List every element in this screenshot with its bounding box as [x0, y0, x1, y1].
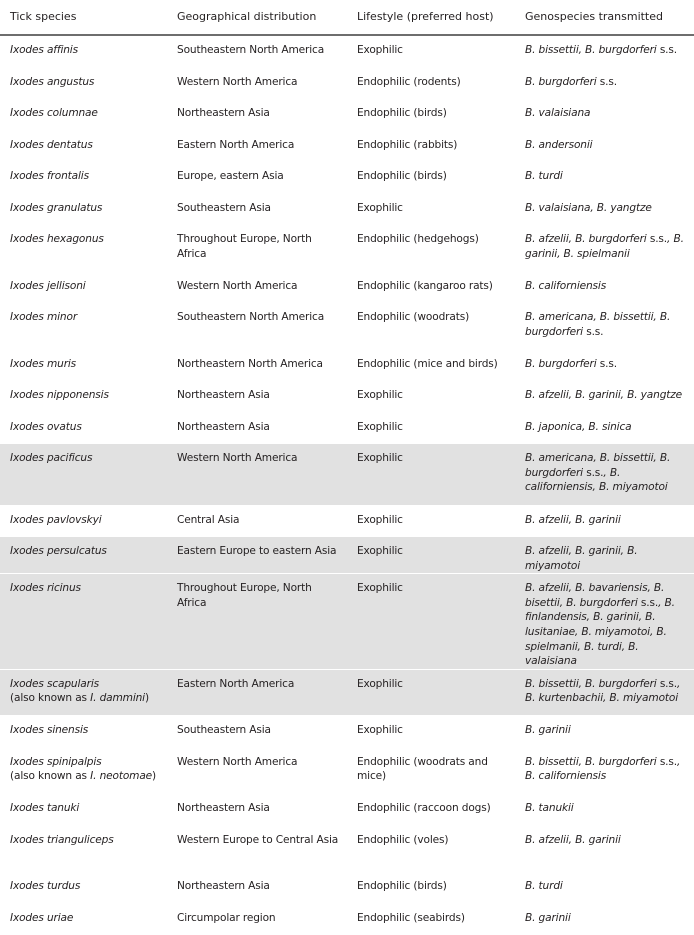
lifestyle-cell: Exophilic	[347, 537, 515, 574]
tick-species-cell	[0, 303, 167, 350]
tick-species-cell	[0, 825, 167, 872]
lifestyle-cell: Exophilic	[357, 420, 403, 433]
species-name: Ixodes pavlovskyi	[10, 513, 102, 526]
genospecies-cell: B. bissettii, B. burgdorferi s.s., B. californiensis	[525, 755, 681, 783]
genospecies-cell: B. afzelii, B. garinii, B. yangtze	[525, 389, 683, 401]
distribution-cell: Eastern Europe to eastern Asia	[167, 537, 347, 574]
table-row	[0, 130, 694, 162]
table-row	[0, 903, 694, 935]
distribution-cell: Southeastern North America	[177, 311, 325, 323]
lifestyle-cell: Endophilic (kangaroo rats)	[357, 279, 493, 292]
species-name: Ixodes hexagonus	[10, 233, 104, 245]
table-row	[0, 794, 694, 826]
lifestyle-cell: Endophilic (seabirds)	[357, 911, 465, 924]
species-synonym-note: (also known as I. neotomae)	[10, 770, 157, 783]
table-row	[0, 349, 694, 381]
distribution-cell: Throughout Europe, North Africa	[177, 233, 312, 260]
table-row	[0, 825, 694, 872]
genospecies-cell: B. americana, B. bissettii, B. burgdorferi s.s.	[525, 311, 671, 338]
table-row	[0, 747, 694, 794]
distribution-cell: Circumpolar region	[177, 911, 276, 924]
distribution-cell: Northeastern Asia	[177, 107, 270, 119]
genospecies-cell: B. turdi	[525, 170, 563, 182]
genospecies-cell: B. tanukii	[525, 802, 574, 815]
species-name: Ixodes angustus	[10, 75, 95, 88]
genospecies-cell: B. burgdorferi s.s.	[525, 357, 617, 370]
genospecies-cell: B. andersonii	[525, 138, 593, 151]
lifestyle-cell: Exophilic	[357, 724, 403, 737]
tick-species-cell	[0, 271, 167, 303]
genospecies-cell: B. bissettii, B. burgdorferi s.s.	[525, 44, 677, 56]
table-row	[0, 505, 694, 537]
species-name: Ixodes minor	[10, 311, 78, 323]
header-geographical-distribution: Geographical distribution	[167, 0, 347, 35]
distribution-cell: Throughout Europe, North Africa	[167, 574, 347, 670]
tick-species-cell	[0, 35, 167, 67]
tick-species-cell	[0, 412, 167, 444]
tick-species-cell	[0, 349, 167, 381]
table-row	[0, 537, 694, 574]
table-header	[0, 0, 694, 35]
header-row	[0, 0, 694, 35]
species-name: Ixodes affinis	[10, 44, 78, 56]
species-name: Ixodes ovatus	[10, 420, 82, 433]
species-name: Ixodes tanuki	[10, 802, 80, 815]
genospecies-cell: B. japonica, B. sinica	[525, 420, 632, 433]
tick-species-cell	[0, 444, 167, 506]
lifestyle-cell: Endophilic (rodents)	[357, 75, 461, 88]
table-row	[0, 162, 694, 194]
distribution-cell: Northeastern Asia	[177, 420, 270, 433]
species-synonym-note: (also known as I. dammini)	[10, 692, 149, 705]
distribution-cell: Western North America	[177, 279, 298, 292]
species-name: Ixodes spinipalpis	[10, 755, 102, 768]
genospecies-cell: B. burgdorferi s.s.	[525, 75, 617, 88]
genospecies-cell: B. valaisiana, B. yangtze	[525, 201, 652, 214]
tick-species-cell	[0, 381, 167, 413]
lifestyle-cell: Endophilic (rabbits)	[357, 138, 458, 151]
distribution-cell: Western North America	[177, 755, 298, 768]
genospecies-cell: B. afzelii, B. garinii	[525, 833, 621, 846]
genospecies-cell: B. afzelii, B. garinii	[525, 513, 621, 526]
table-row	[0, 67, 694, 99]
table-body	[0, 35, 694, 935]
species-name: Ixodes granulatus	[10, 201, 103, 214]
species-name: Ixodes columnae	[10, 107, 98, 119]
table-row	[0, 271, 694, 303]
lifestyle-cell: Endophilic (voles)	[357, 833, 449, 846]
distribution-cell: Europe, eastern Asia	[177, 170, 284, 182]
genospecies-cell: B. afzelii, B. bavariensis, B. bisettii, B. burgdorferi s.s., B. finlandensis, B. garinii, B. lusitaniae, B. miyamotoi, B. spielmanii, B. turdi, B. valaisiana	[515, 574, 694, 670]
species-name: Ixodes nipponensis	[10, 389, 109, 401]
lifestyle-cell: Endophilic (birds)	[357, 107, 447, 119]
genospecies-cell: B. bissettii, B. burgdorferi s.s., B. kurtenbachii, B. miyamotoi	[515, 669, 694, 716]
tick-species-cell	[0, 747, 167, 794]
header-tick-species: Tick species	[0, 0, 167, 35]
species-name: Ixodes dentatus	[10, 138, 93, 151]
lifestyle-cell: Exophilic	[347, 574, 515, 670]
lifestyle-cell: Exophilic	[347, 444, 515, 506]
distribution-cell: Western Europe to Central Asia	[177, 833, 339, 846]
lifestyle-cell: Endophilic (birds)	[357, 170, 447, 182]
genospecies-cell: B. afzelii, B. garinii, B. miyamotoi	[515, 537, 694, 574]
tick-species-cell	[0, 67, 167, 99]
genospecies-cell: B. californiensis	[525, 279, 607, 292]
table-row	[0, 412, 694, 444]
distribution-cell: Central Asia	[177, 513, 240, 526]
species-name: Ixodes frontalis	[10, 170, 89, 182]
species-name: Ixodes uriae	[10, 911, 74, 924]
table-row	[0, 381, 694, 413]
lifestyle-cell: Endophilic (raccoon dogs)	[357, 802, 491, 815]
tick-species-cell	[0, 99, 167, 131]
distribution-cell: Southeastern Asia	[177, 724, 271, 737]
species-name: Ixodes sinensis	[10, 724, 89, 737]
table-row	[0, 193, 694, 225]
species-name: Ixodes ricinus	[10, 582, 81, 595]
lifestyle-cell: Endophilic (woodrats)	[357, 311, 470, 323]
table-row	[0, 716, 694, 748]
table-row	[0, 669, 694, 716]
lifestyle-cell: Endophilic (woodrats and mice)	[357, 755, 488, 783]
species-name: Ixodes turdus	[10, 880, 81, 893]
tick-species-cell	[0, 537, 167, 574]
species-name: Ixodes muris	[10, 357, 77, 370]
tick-species-cell	[0, 225, 167, 272]
distribution-cell: Southeastern North America	[177, 44, 325, 56]
tick-species-cell	[0, 903, 167, 935]
lifestyle-cell: Endophilic (birds)	[357, 880, 447, 893]
distribution-cell: Eastern North America	[177, 138, 295, 151]
species-name: Ixodes pacificus	[10, 452, 93, 464]
species-name: Ixodes scapularis	[10, 677, 99, 690]
genospecies-cell: B. turdi	[525, 880, 563, 893]
tick-species-cell	[0, 162, 167, 194]
table-row	[0, 444, 694, 506]
tick-species-cell	[0, 193, 167, 225]
table-row	[0, 303, 694, 350]
tick-species-cell	[0, 716, 167, 748]
distribution-cell: Northeastern North America	[177, 357, 323, 370]
lifestyle-cell: Endophilic (hedgehogs)	[357, 233, 479, 245]
species-name: Ixodes trianguliceps	[10, 833, 114, 846]
species-name: Ixodes jellisoni	[10, 279, 86, 292]
distribution-cell: Northeastern Asia	[177, 389, 270, 401]
lifestyle-cell: Exophilic	[357, 389, 403, 401]
distribution-cell: Northeastern Asia	[177, 880, 270, 893]
distribution-cell: Western North America	[167, 444, 347, 506]
table-row	[0, 574, 694, 670]
table-row	[0, 35, 694, 67]
genospecies-cell: B. afzelii, B. burgdorferi s.s., B. garinii, B. spielmanii	[525, 233, 684, 260]
table-row	[0, 99, 694, 131]
lifestyle-cell: Exophilic	[357, 44, 403, 56]
table-row	[0, 872, 694, 904]
tick-species-cell	[0, 505, 167, 537]
tick-species-cell	[0, 794, 167, 826]
species-name: Ixodes persulcatus	[10, 545, 107, 557]
lifestyle-cell: Exophilic	[357, 201, 403, 214]
distribution-cell: Northeastern Asia	[177, 802, 270, 815]
header-lifestyle: Lifestyle (preferred host)	[347, 0, 515, 35]
table-row	[0, 225, 694, 272]
distribution-cell: Western North America	[177, 75, 298, 88]
tick-species-cell	[0, 574, 167, 670]
genospecies-cell: B. garinii	[525, 724, 571, 737]
lifestyle-cell: Exophilic	[357, 513, 403, 526]
genospecies-cell: B. garinii	[525, 911, 571, 924]
tick-species-cell	[0, 130, 167, 162]
genospecies-cell: B. valaisiana	[525, 107, 591, 119]
lifestyle-cell: Endophilic (mice and birds)	[357, 357, 498, 370]
distribution-cell: Eastern North America	[167, 669, 347, 716]
header-genospecies: Genospecies transmitted	[515, 0, 694, 35]
lifestyle-cell: Exophilic	[347, 669, 515, 716]
genospecies-cell: B. americana, B. bissettii, B. burgdorferi s.s., B. californiensis, B. miyamotoi	[515, 444, 694, 506]
tick-species-cell	[0, 669, 167, 716]
tick-species-cell	[0, 872, 167, 904]
distribution-cell: Southeastern Asia	[177, 201, 271, 214]
